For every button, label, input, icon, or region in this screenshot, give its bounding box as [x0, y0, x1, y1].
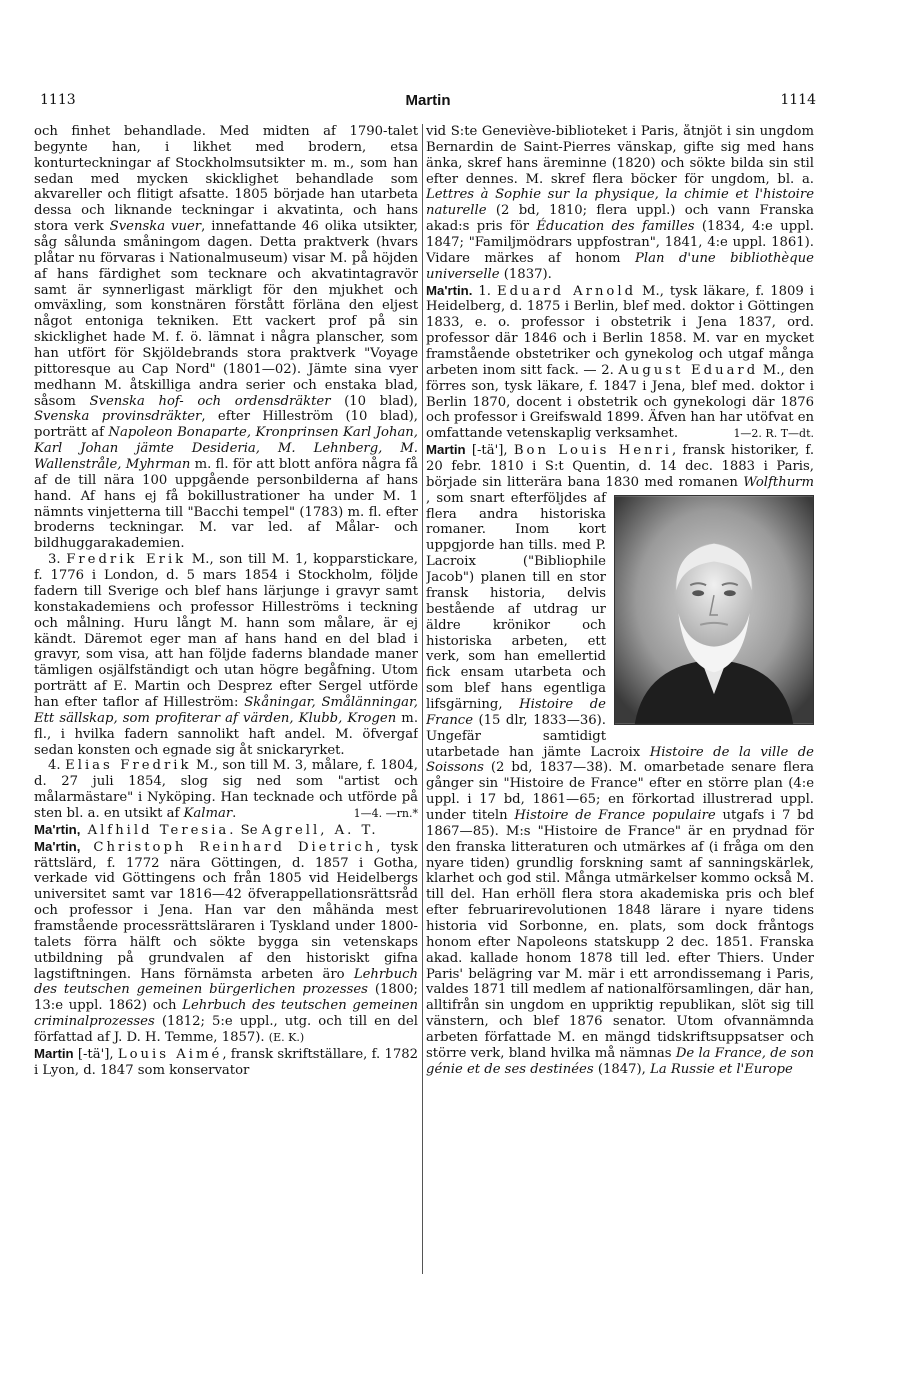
entry-eduard-arnold: Ma'rtin. 1. Eduard Arnold M., tysk läkare, f. 1809 i Heidelberg, d. 1875 i Berlin, blef med. doktor i Göttingen 1833, e. o. professor i obstetrik i Jena 1837, ord. professor där 1846 och i Berlin 1858. M. var en mycket framstående obstetriker och gynekolog och utgaf många arbeten inom sitt fack. — 2. August Eduard M., den förres son, tysk läkare, f. 1847 i Jena, blef med. doktor i Berlin 1870, docent i obstetrik och gynekologi där 1876 och professor i Greifswald 1899. Äfven han har utöfvat en omfattande vetenskaplig verksamhet. 1—2. R. T—dt. [426, 282, 814, 442]
right-column [426, 124, 814, 1324]
entry-alfhild-teresia: Ma'rtin, Alfhild Teresia. Se Agrell, A. T. [34, 821, 379, 838]
signature: 1—2. R. T—dt. [733, 427, 814, 441]
portrait-henri-martin [614, 495, 814, 725]
page-number-right: 1114 [780, 92, 816, 108]
entry-louis-aime-continued: vid S:te Geneviève-biblioteket i Paris, åtnjöt i sin ungdom Bernardin de Saint-Pierres vänskap, gifte sig med hans änka, skref hans äreminne (1820) och sökte bilda sin stil efter dennes. M. skref flera böcker för ungdom, bl. a. Lettres à Sophie sur la physique, la chimie et l'histoire naturelle (2 bd, 1810; flera uppl.) och vann Franska akad:s pris för Éducation des familles (1834, 4:e uppl. 1847; "Familjmödrars uppfostran", 1841, 4:e uppl. 1861). Vidare märkes af honom Plan d'une bibliothèque universelle (1837). [426, 124, 814, 282]
entry-henri-martin: Martin [-tä'], Bon Louis Henri, fransk historiker, f. 20 febr. 1810 i S:t Quentin, d. 14 dec. 1883 i Paris, började sin litterära bana 1830 med romanen Wolfthurm , som snart efterföljdes af flera andra historiska romaner. Inom kort uppgjorde han tills. med P. Lacroix ("Bibliophile Jacob") planen till en stor fransk historia, delvis bestående af utdrag ur äldre krönikor och historiska arbeten, ett verk, som han emellertid fick ensam utarbeta och som blef hans egentliga lifsgärning, Histoire de France (15 dlr, 1833—36). Ungefär samtidigt utarbetade han jämte Lacroix Histoire de la ville de Soissons (2 bd, 1837—38). M. omarbetade senare flera gånger sin "Histoire de France" efter en större plan (4:e uppl. i 17 bd, 1861—65; en förkortad illustrerad uppl. under titeln Histoire de France populaire utgafs i 7 bd 1867—85). M:s "Histoire de France" är en prydnad för den franska litteraturen och utmärkes af (i fråga om den nyare tiden) grundlig forskning samt af sanningskärlek, klarhet och god stil. Många utmärkelser kommo också M. till del. Han erhöll flera stora akademiska pris och blef efter februarirevolutionen 1848 lärare i nyare tidens historia vid Sorbonne, en. plats, som dock fråntogs honom efter Napoleons statskupp 2 dec. 1851. Franska akad. kallade honom 1878 till led. efter Thiers. Under Paris' belägring var M. mär i ett arrondissemang i Paris, valdes 1871 till medlem af nationalförsamlingen, där han, alltifrån sin ungdom en uppriktig republikan, slöt sig till vänstern, och blef 1876 senator. Utom ofvannämnda arbeten författade M. en mängd tidskriftsuppsatser och större verk, bland hvilka må nämnas De la France, de son génie et de ses destinées (1847), La Russie et l'Europe [426, 442, 814, 1077]
entry-louis-aime: Martin [-tä'], Louis Aimé, fransk skriftställare, f. 1782 i Lyon, d. 1847 som konservator [34, 1045, 418, 1078]
entry-martin-continued: och finhet behandlade. Med midten af 1790-talet begynte han, i likhet med brodern, etsa konturteckningar af Stockholmsutsikter m. m., som han sedan med mycken skicklighet behandlade som akvareller och flitigt afsatte. 1805 började han utarbeta dessa och liknande teckningar i akvatinta, och hans stora verk Svenska vuer, innefattande 46 olika utsikter, såg sålunda småningom dagen. Detta praktverk (hvars plåtar nu förvaras i Nationalmuseum) visar M. på höjden af hans färdighet som tecknare och akvatintagravör samt är synnerligast märkligt för den mjukhet och omväxling, som konstnären förstått förläna den eljest något entoniga tekniken. Ett vackert prof på sin skicklighet hade M. f. ö. lämnat i några planscher, som han utfört för Skjöldebrands stora praktverk "Voyage pittoresque au Cap Nord" (1801—02). Jämte sina vyer medhann M. åtskilliga andra serier och enstaka blad, såsom Svenska hof- och ordensdräkter (10 blad), Svenska provinsdräkter, efter Hilleström (10 blad), porträtt af Napoleon Bonaparte, Kronprinsen Karl Johan, Karl Johan jämte Desideria, M. Lehnberg, M. Wallenstråle, Myhrman m. fl. för att blott anföra några få af de till nära 100 uppgående personbilderna af hans hand. Af hans ej få bokillustrationer ha under M. 1 nämnts vinjetterna till "Bacchi tempel" (1783) m. fl. efter broderns teckningar. M. var led. af Målar- och bildhuggarakademien. [34, 124, 418, 552]
signature: 1—4. —rn.* [353, 806, 418, 820]
entry-fredrik-erik: 3. Fredrik Erik M., son till M. 1, kopparstickare, f. 1776 i London, d. 5 mars 1854 i Stockholm, följde fadern till Sverige och blef hans lärjunge i gravyr samt konstakademiens och professor Hilleströms i teckning och målning. Huru långt M. hann som målare, är ej kändt. Däremot eger man af hans hand en del blad i gravyr, som visa, att han följde faderns blandade maner tämligen osjälfständigt och utan högre begåfning. Utom porträtt af E. Martin och Desprez efter Sergel utförde han efter taflor af Hilleström: Skåningar, Smålänningar, Ett sällskap, som profiterar af värden, Klubb, Krogen m. fl., i hvilka fadern sannolikt haft andel. M. öfvergaf sedan konsten och egnade sig åt snickaryrket. [34, 552, 418, 758]
page-number-left: 1113 [40, 92, 76, 108]
entry-christoph-reinhard: Ma'rtin, Christoph Reinhard Dietrich, tysk rättslärd, f. 1772 nära Göttingen, d. 1857 i Gotha, verkade vid Göttingens och från 1805 vid Heidelbergs universitet samt var 1816—42 öfverappellationsrättsråd och professor i Jena. Han var den måhända mest framstående processrättsläraren i Tyskland under 1800-talets förra hälft och sökte bygga sin vetenskaps utbildning på grundvalen af den historiskt gifna lagstiftningen. Hans förnämsta arbeten äro Lehrbuch des teutschen gemeinen bürgerlichen prozesses (1800; 13:e uppl. 1862) och Lehrbuch des teutschen gemeinen criminalprozesses (1812; 5:e uppl., utg. och till en del författad af J. D. H. Temme, 1857). (E. K.) [34, 838, 418, 1045]
header-title: Martin [405, 92, 451, 109]
portrait-image [615, 496, 813, 724]
column-divider [422, 124, 423, 1274]
running-header [40, 92, 816, 114]
left-column [34, 124, 418, 1324]
signature: (E. K.) [268, 1030, 305, 1044]
entry-elias-fredrik: 4. Elias Fredrik M., son till M. 3, målare, f. 1804, d. 27 juli 1854, slog sig ned som "artist och målarmästare" i Nyköping. Han tecknade och utförde på sten bl. a. en utsikt af Kalmar. 1—4. —rn.* [34, 758, 418, 821]
